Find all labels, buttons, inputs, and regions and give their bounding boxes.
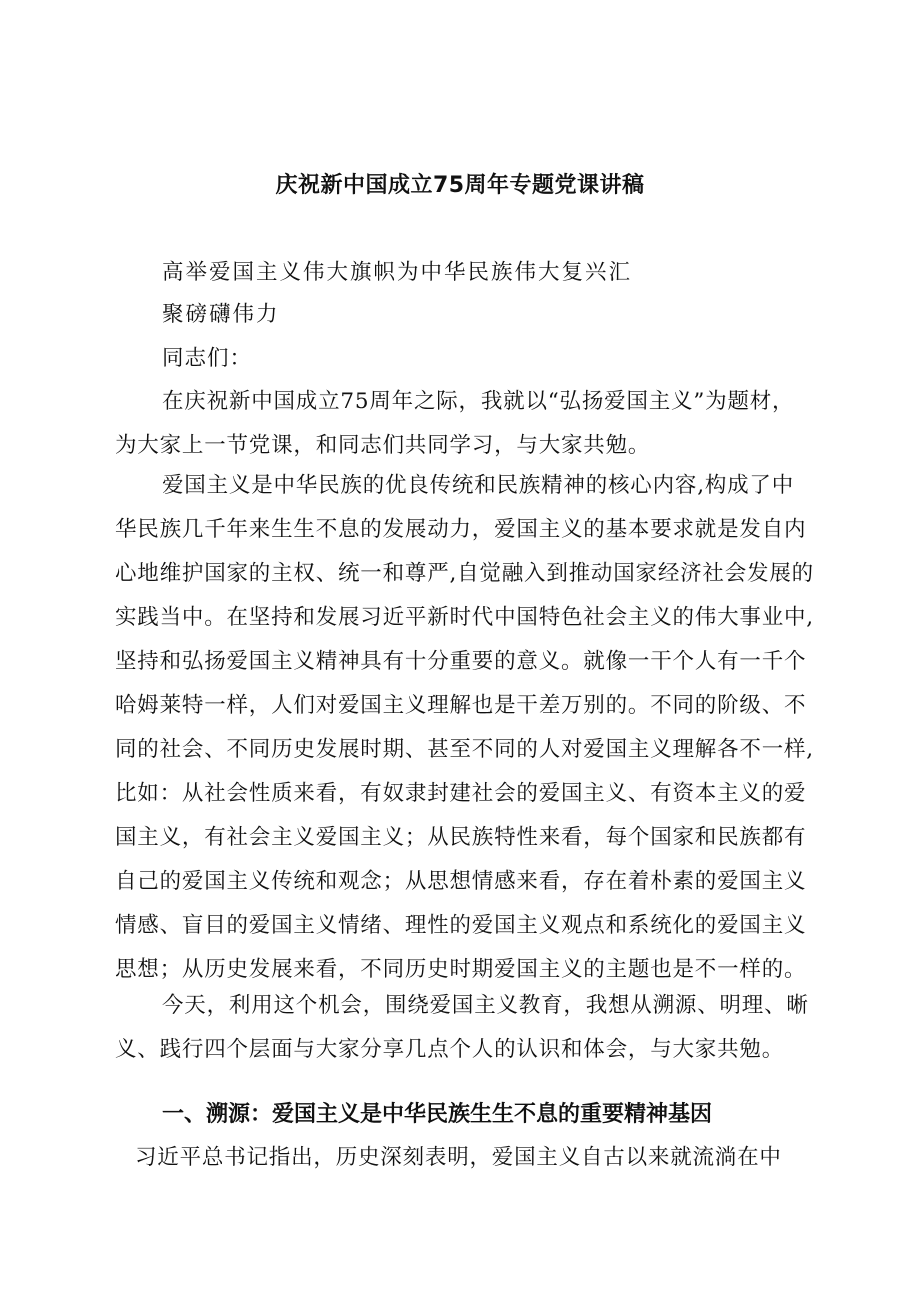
subtitle-line-1: 高举爱国主义伟大旗帜为中华民族伟大复兴汇 xyxy=(162,260,633,285)
paragraph-line: 国主义，有社会主义爱国主义；从民族特性来看，每个国家和民族都有 xyxy=(115,825,807,850)
paragraph-line: 同的社会、不同历史发展时期、甚至不同的人对爱国主义理解各不一样, xyxy=(115,737,814,762)
paragraph-line: 今天，利用这个机会，围绕爱国主义教育，我想从溯源、明理、晰 xyxy=(162,993,809,1018)
paragraph-line: 情感、盲目的爱国主义情绪、理性的爱国主义观点和系统化的爱国主义 xyxy=(115,913,807,938)
paragraph-2 xyxy=(115,464,835,992)
paragraph-line: 义、践行四个层面与大家分享几点个人的认识和体会，与大家共勉。 xyxy=(115,1037,785,1062)
subtitle-line-2: 聚磅礴伟力 xyxy=(162,302,280,327)
paragraph-line: 华民族几千年来生生不息的发展动力，爱国主义的基本要求就是发自内 xyxy=(115,517,807,542)
salutation: 同志们： xyxy=(162,346,253,371)
paragraph-line: 比如：从社会性质来看，有奴隶封建社会的爱国主义、有资本主义的爱 xyxy=(115,781,807,806)
paragraph-line: 爱国主义是中华民族的优良传统和民族精神的核心内容,构成了中 xyxy=(162,473,795,498)
paragraph-3 xyxy=(115,984,835,1072)
paragraph-line: 哈姆莱特一样，人们对爱国主义理解也是干差万别的。不同的阶级、不 xyxy=(115,693,807,718)
paragraph-line: 实践当中。在坚持和发展习近平新时代中国特色社会主义的伟大事业中, xyxy=(115,605,814,630)
document-title: 庆祝新中国成立75周年专题党课讲稿 xyxy=(275,173,645,198)
paragraph-line: 思想；从历史发展来看，不同历史时期爱国主义的主题也是不一样的。 xyxy=(115,957,807,982)
paragraph-4 xyxy=(135,1136,835,1180)
paragraph-1 xyxy=(115,380,835,468)
paragraph-line: 为大家上一节党课，和同志们共同学习，与大家共勉。 xyxy=(115,433,651,458)
paragraph-line: 习近平总书记指出，历史深刻表明，爱国主义自古以来就流淌在中 xyxy=(135,1145,782,1170)
section-1-heading: 一、溯源：爱国主义是中华民族生生不息的重要精神基因 xyxy=(162,1102,713,1127)
paragraph-line: 在庆祝新中国成立75周年之际，我就以“弘扬爱国主义”为题材， xyxy=(162,389,795,414)
paragraph-line: 自己的爱国主义传统和观念；从思想情感来看，存在着朴素的爱国主义 xyxy=(115,869,807,894)
paragraph-line: 坚持和弘扬爱国主义精神具有十分重要的意义。就像一干个人有一千个 xyxy=(115,649,807,674)
paragraph-line: 心地维护国家的主权、统一和尊严,自觉融入到推动国家经济社会发展的 xyxy=(115,561,814,586)
